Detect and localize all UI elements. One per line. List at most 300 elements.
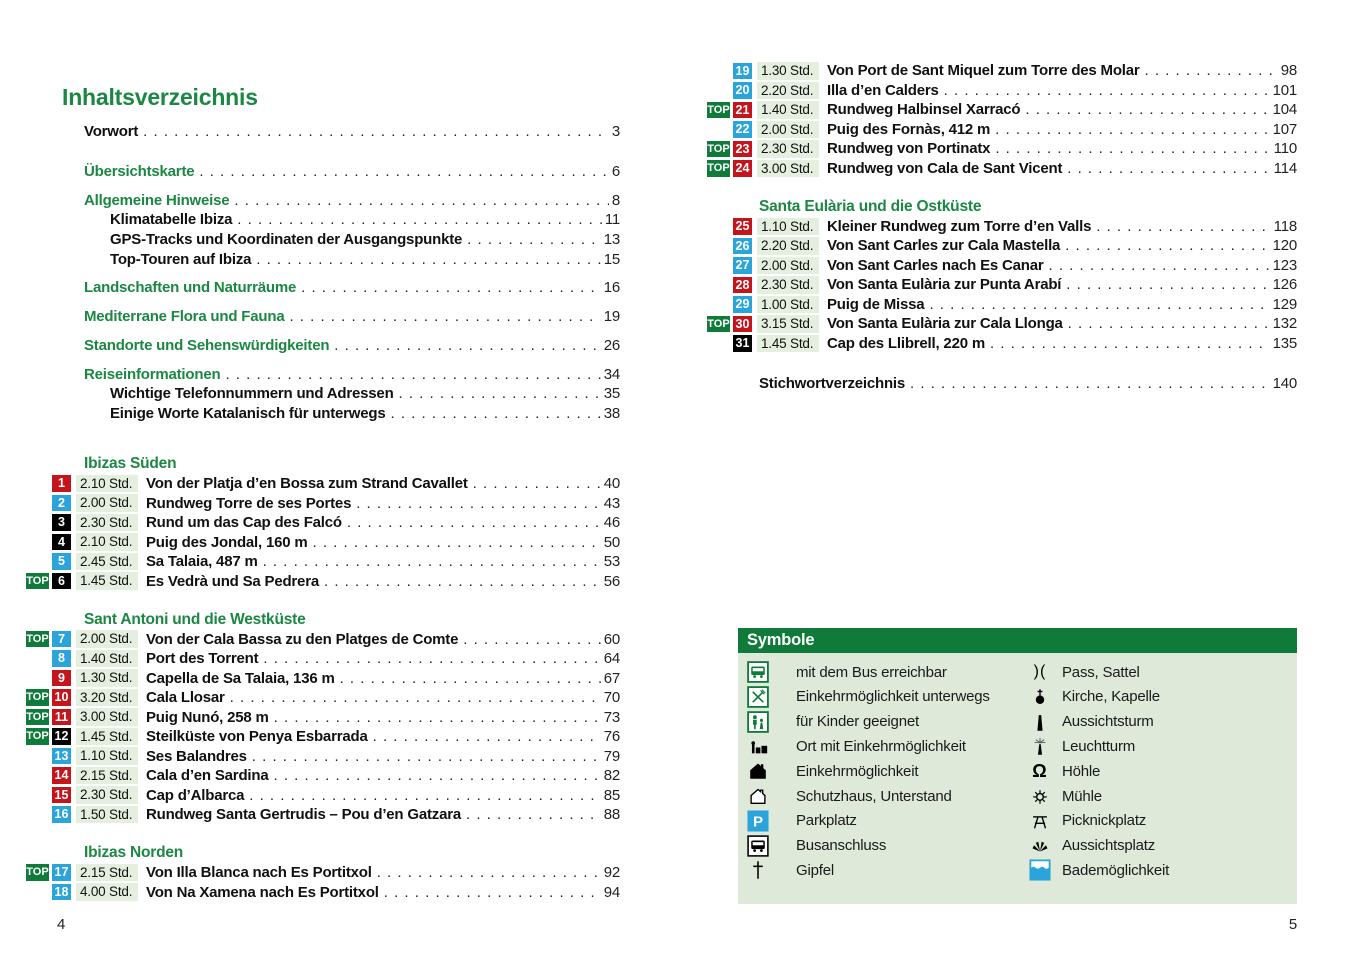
dot-leader [995, 140, 1270, 157]
dot-leader [301, 279, 601, 296]
tour-title: Puig des Fornàs, 412 m [827, 120, 991, 138]
dot-leader [252, 748, 601, 765]
top-badge-spacer [26, 892, 52, 893]
tour-duration: 2.15 Std. [76, 864, 138, 882]
top-badge: TOP [707, 102, 730, 119]
symbol-label: Picknickplatz [1062, 812, 1147, 830]
dot-leader [391, 405, 601, 422]
top-badge-spacer [707, 304, 733, 305]
toc-entry [84, 122, 620, 142]
tour-row [707, 275, 1297, 295]
toc-entry-label: Mediterrane Flora und Fauna [84, 308, 285, 326]
tour-number-badge: 25 [733, 218, 752, 235]
tour-duration: 1.40 Std. [76, 650, 138, 668]
left-tour-sections [26, 454, 620, 902]
symbol-row [738, 833, 1020, 858]
symbol-row [1020, 709, 1297, 734]
page-title: Inhaltsverzeichnis [62, 84, 258, 110]
tour-row [26, 513, 620, 533]
tour-number-badge: 2 [52, 495, 71, 512]
toc-entry-page: 3 [611, 123, 620, 141]
tour-number-badge: 20 [733, 82, 752, 99]
tour-duration: 2.00 Std. [76, 494, 138, 512]
dot-leader [1049, 257, 1270, 274]
dot-leader [356, 495, 600, 512]
toc-entry-page: 11 [604, 211, 620, 229]
tour-duration: 2.30 Std. [757, 140, 819, 158]
index-entry-label: Stichwortverzeichnis [759, 375, 906, 393]
tour-number-badge: 29 [733, 296, 752, 313]
top-badge: TOP [26, 631, 49, 648]
tour-row [26, 707, 620, 727]
tour-duration: 2.10 Std. [76, 475, 138, 493]
svg-text:P: P [753, 813, 763, 831]
tour-number-badge: 13 [52, 748, 71, 765]
symbol-row [738, 759, 1020, 784]
tour-page-number: 135 [1272, 334, 1297, 352]
tour-duration: 2.45 Std. [76, 553, 138, 571]
symbol-row [738, 734, 1020, 759]
right-tour-sections [707, 61, 1297, 353]
symbol-row [738, 709, 1020, 734]
tour-title: Rundweg von Portinatx [827, 140, 991, 158]
dot-leader [463, 631, 600, 648]
tour-title: Von Illa Blanca nach Es Portitxol [146, 864, 372, 881]
top-badge: TOP [26, 573, 49, 590]
dot-leader [237, 211, 602, 228]
dot-leader [199, 163, 608, 180]
symbols-column-left [738, 660, 1020, 883]
tour-page-number: 46 [603, 514, 620, 531]
tour-title: Cala d’en Sardina [146, 767, 269, 784]
tour-duration: 2.30 Std. [76, 786, 138, 804]
tour-number-badge: 15 [52, 787, 71, 804]
tour-duration: 1.40 Std. [757, 101, 819, 119]
top-badge-spacer [26, 775, 52, 776]
tour-title: Rundweg Torre de ses Portes [146, 494, 352, 512]
top-badge: TOP [26, 709, 49, 726]
toc-entry-page: 26 [603, 336, 620, 354]
dot-leader [384, 884, 601, 901]
dot-leader [1067, 160, 1270, 177]
symbol-label: für Kinder geeignet [796, 713, 919, 731]
section-heading: Ibizas Norden [84, 844, 184, 862]
tour-row [707, 100, 1297, 120]
top-badge-spacer [707, 70, 733, 71]
tour-number-badge: 18 [52, 884, 71, 901]
tour-duration: 2.00 Std. [757, 121, 819, 139]
tour-number-badge: 9 [52, 670, 71, 687]
tour-row [26, 649, 620, 669]
tour-title: Puig Nunó, 258 m [146, 708, 269, 726]
tour-page-number: 67 [603, 669, 620, 687]
tour-page-number: 43 [603, 494, 620, 512]
tour-title: Puig des Jondal, 160 m [146, 533, 308, 551]
dot-leader [1068, 315, 1270, 332]
tour-number-badge: 24 [733, 160, 752, 177]
toc-entry [84, 190, 620, 210]
top-badge: TOP [26, 728, 49, 745]
dot-leader [473, 475, 601, 492]
cave-icon: Ω [1032, 761, 1048, 782]
symbol-label: Busanschluss [796, 837, 887, 855]
dot-leader [324, 573, 601, 590]
toc-entry-page: 19 [603, 308, 620, 326]
tour-duration: 1.10 Std. [76, 747, 138, 765]
section-heading: Santa Eulària und die Ostküste [759, 198, 982, 215]
toc-entry-label: Übersichtskarte [84, 163, 195, 181]
top-badge-spacer [26, 542, 52, 543]
tour-number-badge: 26 [733, 238, 752, 255]
toc-entry-page: 6 [611, 163, 620, 181]
tour-duration: 1.00 Std. [757, 296, 819, 314]
tour-page-number: 132 [1272, 315, 1297, 333]
dot-leader [910, 375, 1270, 392]
symbol-label: mit dem Bus erreichbar [796, 663, 947, 681]
dot-leader [274, 709, 601, 726]
tour-title: Es Vedrà und Sa Pedrera [146, 572, 319, 590]
tour-row [26, 727, 620, 747]
toc-entry-page: 34 [603, 365, 620, 383]
tour-title: Von der Platja d’en Bossa zum Strand Cavallet [146, 475, 468, 492]
tour-page-number: 110 [1273, 140, 1297, 158]
summit-cross-icon [746, 858, 770, 882]
toc-entry [84, 162, 620, 182]
toc-entry [84, 404, 620, 424]
tour-page-number: 60 [603, 630, 620, 648]
tour-duration: 2.15 Std. [76, 767, 138, 785]
toc-entry [84, 278, 620, 298]
tour-number-badge: 22 [733, 121, 752, 138]
toc-entry-label: Landschaften und Naturräume [84, 279, 297, 297]
tour-title: Von Sant Carles zur Cala Mastella [827, 237, 1061, 255]
tour-title: Cap d’Albarca [146, 786, 245, 804]
top-badge-spacer [26, 795, 52, 796]
tour-duration: 1.45 Std. [757, 335, 819, 353]
section-heading: Ibizas Süden [84, 455, 177, 473]
tour-row [707, 217, 1297, 237]
house-outline-icon [746, 784, 770, 808]
toc-entry-page: 15 [603, 250, 620, 268]
tour-page-number: 79 [603, 747, 620, 765]
top-badge: TOP [707, 141, 730, 158]
top-badge: TOP [707, 316, 730, 333]
toc-entry-page: 35 [603, 385, 620, 403]
tour-page-number: 104 [1272, 101, 1297, 119]
parking-icon [746, 809, 770, 833]
top-badge-spacer [707, 129, 733, 130]
dot-leader [929, 296, 1269, 313]
tour-title: Ses Balandres [146, 747, 247, 765]
tour-row [26, 571, 620, 591]
symbol-label: Aussichtsplatz [1062, 837, 1156, 855]
symbol-label: Einkehrmöglichkeit unterwegs [796, 688, 990, 706]
dot-leader [289, 308, 600, 325]
tour-title: Steilküste von Penya Esbarrada [146, 728, 368, 745]
tour-duration: 3.00 Std. [76, 708, 138, 726]
left-page-number: 4 [57, 916, 66, 933]
tour-duration: 1.45 Std. [76, 572, 138, 590]
toc-entry-label: Klimatabelle Ibiza [110, 211, 233, 229]
dot-leader [256, 251, 600, 268]
dot-leader [467, 231, 601, 248]
left-page [26, 0, 620, 902]
tour-duration: 2.00 Std. [757, 257, 819, 275]
dot-leader [990, 335, 1270, 352]
tour-title: Cap des Llibrell, 220 m [827, 334, 985, 352]
dot-leader [466, 806, 601, 823]
tour-section [707, 61, 1297, 178]
top-badge-spacer [26, 658, 52, 659]
tour-page-number: 88 [603, 806, 620, 823]
right-page-number: 5 [1288, 916, 1297, 933]
tour-number-badge: 19 [733, 63, 752, 80]
tour-duration: 3.00 Std. [757, 160, 819, 178]
tour-title: Cala Llosar [146, 689, 225, 706]
tour-row [26, 688, 620, 708]
tower-icon [1028, 710, 1052, 734]
right-page [707, 0, 1297, 904]
dot-leader [225, 366, 600, 383]
toc-entry-label: Top-Touren auf Ibiza [110, 250, 252, 268]
top-badge-spacer [26, 561, 52, 562]
tour-row [26, 805, 620, 825]
tour-row [707, 139, 1297, 159]
tour-number-badge: 14 [52, 767, 71, 784]
tour-section [26, 610, 620, 825]
toc-entry [84, 249, 620, 269]
toc-entry-page: 16 [603, 279, 620, 297]
tour-page-number: 98 [1280, 62, 1297, 80]
tour-duration: 1.10 Std. [757, 218, 819, 236]
tour-row [707, 314, 1297, 334]
tour-page-number: 92 [603, 864, 620, 881]
tour-row [26, 785, 620, 805]
symbol-label: Parkplatz [796, 812, 857, 830]
swim-icon [1028, 858, 1052, 882]
tour-page-number: 114 [1273, 159, 1297, 177]
symbol-row [738, 684, 1020, 709]
tour-page-number: 82 [603, 767, 620, 784]
top-badge: TOP [26, 689, 49, 706]
toc-entry-label: Wichtige Telefonnummern und Adressen [110, 385, 394, 403]
dot-leader [143, 123, 609, 140]
tour-page-number: 120 [1272, 237, 1297, 255]
index-entry-page: 140 [1272, 375, 1297, 393]
tour-number-badge: 21 [733, 102, 752, 119]
tour-page-number: 107 [1272, 120, 1297, 138]
dot-leader [373, 728, 601, 745]
top-badge-spacer [707, 265, 733, 266]
symbol-label: Kirche, Kapelle [1062, 688, 1160, 706]
tour-row [26, 629, 620, 649]
tour-number-badge: 5 [52, 553, 71, 570]
dot-leader [249, 787, 600, 804]
symbol-row [738, 784, 1020, 809]
tour-section [26, 843, 620, 902]
symbol-row [1020, 759, 1297, 784]
tour-duration: 4.00 Std. [76, 883, 138, 901]
symbol-row [1020, 660, 1297, 685]
cutlery-icon [746, 685, 770, 709]
top-badge-spacer [26, 814, 52, 815]
symbol-row [1020, 684, 1297, 709]
tour-row [26, 668, 620, 688]
top-badge-spacer [26, 678, 52, 679]
toc-entry [84, 384, 620, 404]
top-badge-spacer [707, 284, 733, 285]
toc-entry-page: 8 [611, 191, 620, 209]
section-heading: Sant Antoni und die Westküste [84, 610, 306, 628]
tour-row [26, 532, 620, 552]
toc-entry-page: 38 [603, 404, 620, 422]
tour-page-number: 53 [603, 553, 620, 570]
tour-duration: 1.45 Std. [76, 728, 138, 746]
tour-row [707, 334, 1297, 354]
tour-number-badge: 17 [52, 864, 71, 881]
tour-page-number: 123 [1272, 256, 1297, 274]
tour-page-number: 101 [1272, 81, 1297, 99]
dot-leader [230, 689, 601, 706]
dot-leader [1025, 101, 1269, 118]
top-badge-spacer [707, 245, 733, 246]
tour-duration: 2.30 Std. [76, 514, 138, 532]
symbols-box [738, 628, 1297, 904]
tour-number-badge: 6 [52, 573, 71, 590]
tour-title: Puig de Missa [827, 295, 925, 313]
mill-icon [1028, 784, 1052, 808]
tour-page-number: 76 [603, 728, 620, 745]
tour-title: Kleiner Rundweg zum Torre d’en Valls [827, 217, 1092, 235]
tour-page-number: 85 [603, 786, 620, 804]
tour-duration: 2.00 Std. [76, 630, 138, 648]
tour-row [707, 295, 1297, 315]
dot-leader [377, 864, 601, 881]
symbol-label: Mühle [1062, 787, 1102, 805]
index-entry [759, 374, 1297, 394]
symbol-row [1020, 734, 1297, 759]
symbol-label: Gipfel [796, 861, 834, 879]
viewpoint-icon [1028, 834, 1052, 858]
toc-entry-label: Standorte und Sehenswürdigkeiten [84, 336, 330, 354]
tour-row [707, 236, 1297, 256]
tour-page-number: 118 [1273, 217, 1297, 235]
tour-section [707, 197, 1297, 353]
symbols-legend [738, 653, 1297, 883]
tour-row [26, 863, 620, 883]
symbol-label: Aussichtsturm [1062, 713, 1154, 731]
symbol-label: Leuchtturm [1062, 737, 1136, 755]
lighthouse-icon [1028, 734, 1052, 758]
tour-title: Rundweg Santa Gertrudis – Pou d’en Gatzara [146, 806, 461, 823]
top-badge: TOP [26, 864, 49, 881]
symbol-row [1020, 858, 1297, 883]
top-badge: TOP [707, 160, 730, 177]
tour-page-number: 94 [603, 883, 620, 901]
tour-number-badge: 23 [733, 141, 752, 158]
tour-duration: 1.30 Std. [757, 62, 819, 80]
tour-title: Von der Cala Bassa zu den Platges de Comte [146, 630, 459, 648]
top-badge-spacer [707, 226, 733, 227]
tour-number-badge: 31 [733, 335, 752, 352]
toc-entry-label: GPS-Tracks und Koordinaten der Ausgangspunkte [110, 231, 463, 249]
toc-entry [84, 364, 620, 384]
toc-entry [84, 336, 620, 356]
tour-page-number: 40 [603, 475, 620, 492]
tour-row [707, 159, 1297, 179]
tour-page-number: 73 [603, 708, 620, 726]
top-badge-spacer [26, 522, 52, 523]
tour-number-badge: 28 [733, 277, 752, 294]
tour-row [26, 493, 620, 513]
bus-black-icon [746, 834, 770, 858]
tour-title: Von Port de Sant Miquel zum Torre des Molar [827, 62, 1140, 80]
dot-leader [1066, 276, 1269, 293]
symbol-label: Pass, Sattel [1062, 663, 1140, 681]
tour-number-badge: 8 [52, 650, 71, 667]
dot-leader [347, 514, 601, 531]
dot-leader [944, 82, 1270, 99]
tour-duration: 2.20 Std. [757, 237, 819, 255]
tour-title: Capella de Sa Talaia, 136 m [146, 669, 335, 687]
dot-leader [1096, 218, 1270, 235]
symbol-row [1020, 833, 1297, 858]
tour-title: Rundweg von Cala de Sant Vicent [827, 159, 1063, 177]
toc-entry-label: Einige Worte Katalanisch für unterwegs [110, 404, 386, 422]
symbol-row [738, 660, 1020, 685]
tour-row [707, 61, 1297, 81]
symbol-row [1020, 784, 1297, 809]
dot-leader [340, 670, 601, 687]
tour-row [26, 552, 620, 572]
tour-duration: 3.15 Std. [757, 315, 819, 333]
tour-title: Von Santa Eulària zur Punta Arabí [827, 276, 1062, 294]
dot-leader [313, 534, 601, 551]
house-filled-icon [746, 759, 770, 783]
top-badge-spacer [26, 756, 52, 757]
tour-duration: 1.30 Std. [76, 669, 138, 687]
symbol-row [738, 858, 1020, 883]
family-icon [746, 710, 770, 734]
tour-title: Von Sant Carles nach Es Canar [827, 256, 1044, 274]
symbols-column-right [1020, 660, 1297, 883]
tour-duration: 2.10 Std. [76, 533, 138, 551]
dot-leader [399, 385, 601, 402]
church-icon [1028, 685, 1052, 709]
tour-number-badge: 12 [52, 728, 71, 745]
symbol-row [738, 808, 1020, 833]
tour-number-badge: 1 [52, 475, 71, 492]
toc-entry-label: Allgemeine Hinweise [84, 191, 230, 209]
dot-leader [1145, 62, 1278, 79]
symbol-row [1020, 808, 1297, 833]
symbol-label: Einkehrmöglichkeit [796, 762, 919, 780]
toc-entry [84, 230, 620, 250]
tour-row [707, 256, 1297, 276]
dot-leader [334, 337, 600, 354]
dot-leader [1065, 237, 1269, 254]
tour-row [26, 746, 620, 766]
top-badge-spacer [707, 343, 733, 344]
tour-duration: 1.50 Std. [76, 806, 138, 824]
tour-section [26, 454, 620, 591]
tour-duration: 2.20 Std. [757, 82, 819, 100]
symbol-label: Bademöglichkeit [1062, 861, 1170, 879]
toc-entry [84, 307, 620, 327]
dot-leader [995, 121, 1269, 138]
toc-entry [84, 210, 620, 230]
symbols-box-title: Symbole [738, 628, 1297, 653]
